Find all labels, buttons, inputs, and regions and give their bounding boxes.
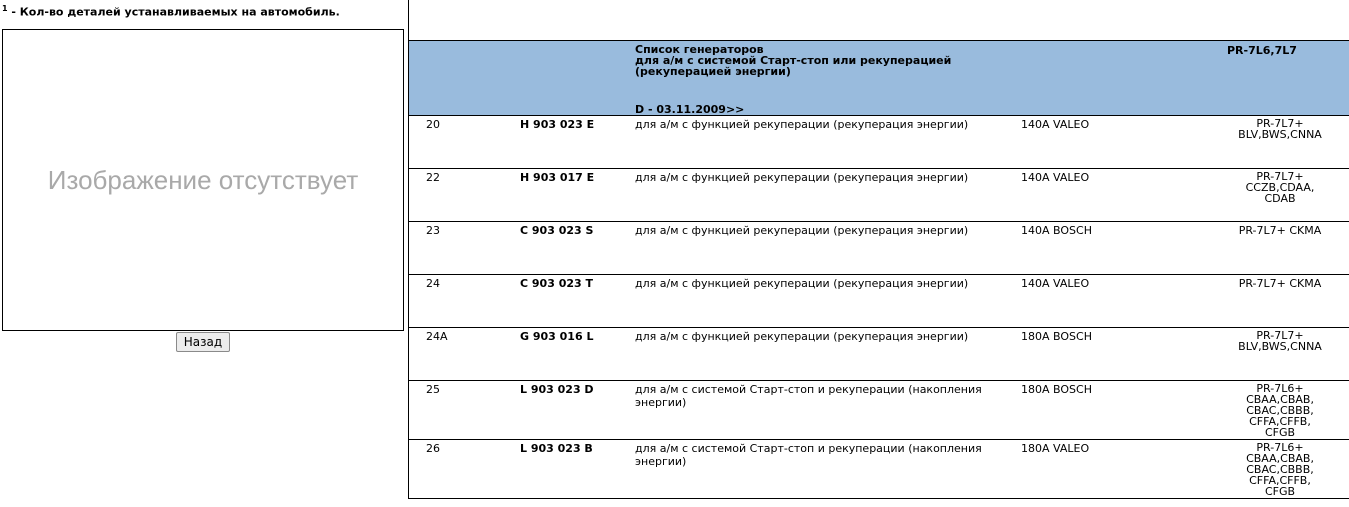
table-row [409, 381, 1349, 440]
table-row [409, 116, 1349, 169]
row-num: 23 [409, 222, 521, 275]
row-pr-codes: PR-7L7+ CKMA [1238, 224, 1322, 237]
row-description: для а/м с функцией рекуперации (рекуперация энергии) [635, 275, 1021, 328]
panel-divider [408, 0, 409, 40]
header-cell-num [409, 41, 521, 116]
row-pr-cell [1201, 275, 1349, 328]
row-alternator: 140A VALEO [1021, 116, 1201, 169]
header-date: D - 03.11.2009>> [635, 103, 745, 116]
row-alternator: 140A BOSCH [1021, 222, 1201, 275]
row-part-number: C 903 023 T [520, 275, 635, 328]
row-pr-cell [1201, 222, 1349, 275]
row-pr-cell [1201, 440, 1349, 499]
row-part-number: H 903 023 E [520, 116, 635, 169]
header-pr: PR-7L6,7L7 [1201, 41, 1349, 116]
row-part-number: L 903 023 B [520, 440, 635, 499]
parts-table [408, 40, 1349, 499]
row-pr-codes: PR-7L7+ BLV,BWS,CNNA [1238, 329, 1322, 353]
header-cell-part [520, 41, 635, 116]
footnote-marker: 1 [2, 4, 8, 13]
row-num: 24 [409, 275, 521, 328]
row-num: 20 [409, 116, 521, 169]
header-title: Список генераторов [635, 43, 764, 56]
row-alternator: 140A VALEO [1021, 275, 1201, 328]
row-alternator: 140A VALEO [1021, 169, 1201, 222]
header-title-cell [635, 41, 1201, 116]
row-description: для а/м с системой Старт-стоп и рекуперации (накопления энергии) [635, 440, 1021, 499]
row-alternator: 180A BOSCH [1021, 381, 1201, 440]
row-alternator: 180A BOSCH [1021, 328, 1201, 381]
table-row [409, 222, 1349, 275]
image-placeholder-box [2, 29, 404, 331]
row-description: для а/м с системой Старт-стоп и рекуперации (накопления энергии) [635, 381, 1021, 440]
header-subtitle: для а/м с системой Старт-стоп или рекуперацией (рекуперацией энергии) [635, 54, 952, 78]
image-placeholder-text: Изображение отсутствует [47, 164, 359, 195]
row-pr-cell [1201, 328, 1349, 381]
row-alternator: 180A VALEO [1021, 440, 1201, 499]
row-description: для а/м с функцией рекуперации (рекуперация энергии) [635, 222, 1021, 275]
row-pr-cell [1201, 381, 1349, 440]
row-num: 26 [409, 440, 521, 499]
row-num: 22 [409, 169, 521, 222]
table-row [409, 440, 1349, 499]
back-button[interactable]: Назад [176, 332, 230, 352]
row-pr-cell [1201, 169, 1349, 222]
row-description: для а/м с функцией рекуперации (рекуперация энергии) [635, 116, 1021, 169]
table-row [409, 275, 1349, 328]
row-pr-cell [1201, 116, 1349, 169]
footnote-text: - Кол-во деталей устанавливаемых на автомобиль. [7, 5, 340, 19]
table-header-row [409, 41, 1349, 116]
row-part-number: G 903 016 L [520, 328, 635, 381]
row-part-number: L 903 023 D [520, 381, 635, 440]
row-num: 25 [409, 381, 521, 440]
row-num: 24A [409, 328, 521, 381]
row-pr-codes: PR-7L7+ CKMA [1238, 277, 1322, 290]
row-part-number: H 903 017 E [520, 169, 635, 222]
table-row [409, 328, 1349, 381]
row-description: для а/м с функцией рекуперации (рекуперация энергии) [635, 328, 1021, 381]
row-pr-codes: PR-7L7+ BLV,BWS,CNNA [1238, 117, 1322, 141]
table-row [409, 169, 1349, 222]
row-pr-codes: PR-7L6+ CBAA,CBAB, CBAC,CBBB, CFFA,CFFB, CFGB [1246, 382, 1314, 439]
row-description: для а/м с функцией рекуперации (рекуперация энергии) [635, 169, 1021, 222]
row-part-number: C 903 023 S [520, 222, 635, 275]
footnote [2, 4, 340, 19]
left-panel [0, 0, 408, 507]
row-pr-codes: PR-7L7+ CCZB,CDAA, CDAB [1245, 170, 1315, 205]
row-pr-codes: PR-7L6+ CBAA,CBAB, CBAC,CBBB, CFFA,CFFB, CFGB [1246, 441, 1314, 498]
